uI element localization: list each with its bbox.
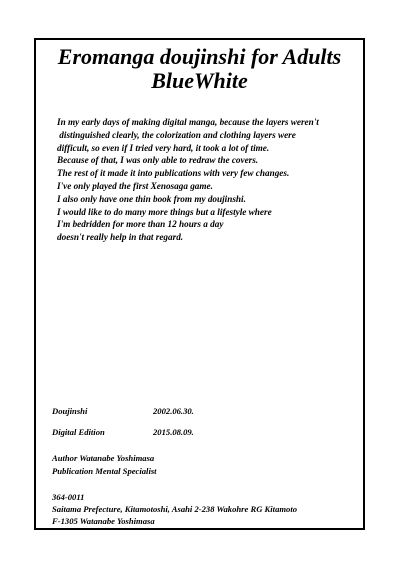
author-line: Author Watanabe Yoshimasa: [52, 453, 155, 463]
doujinshi-label: Doujinshi: [52, 406, 88, 416]
afterword-text: [57, 116, 362, 244]
book-subtitle: BlueWhite: [151, 68, 248, 93]
afterword-line: I would like to do many more things but a lifestyle where: [57, 206, 272, 217]
postal-code: 364-0011: [52, 492, 85, 502]
afterword-line: The rest of it made it into publications with very few changes.: [57, 168, 290, 179]
doujinshi-date: 2002.06.30.: [153, 406, 194, 416]
afterword-line: distinguished clearly, the colorization and clothing layers were: [57, 129, 296, 140]
afterword-line: doesn't really help in that regard.: [57, 232, 184, 243]
address-line-1: Saitama Prefecture, Kitamotoshi, Asahi 2-238 Wakohre RG Kitamoto: [52, 504, 298, 514]
book-title: Eromanga doujinshi for Adults: [57, 44, 342, 69]
address-line-2: F-1305 Watanabe Yoshimasa: [52, 516, 155, 526]
afterword-line: Because of that, I was only able to redraw the covers.: [57, 155, 259, 166]
digital-edition-label: Digital Edition: [52, 427, 105, 437]
page-frame: [34, 38, 365, 530]
digital-edition-row: [52, 426, 194, 439]
afterword-line: I also only have one thin book from my doujinshi.: [57, 193, 246, 204]
afterword-line: I'm bedridden for more than 12 hours a day: [57, 219, 224, 230]
doujinshi-date-row: [52, 405, 194, 418]
afterword-line: I've only played the first Xenosaga game.: [57, 180, 213, 191]
afterword-line: difficult, so even if I tried very hard, it took a lot of time.: [57, 142, 270, 153]
digital-edition-date: 2015.08.09.: [153, 427, 194, 437]
publisher-line: Publication Mental Specialist: [52, 466, 157, 476]
afterword-line: In my early days of making digital manga, because the layers weren't: [57, 117, 319, 127]
